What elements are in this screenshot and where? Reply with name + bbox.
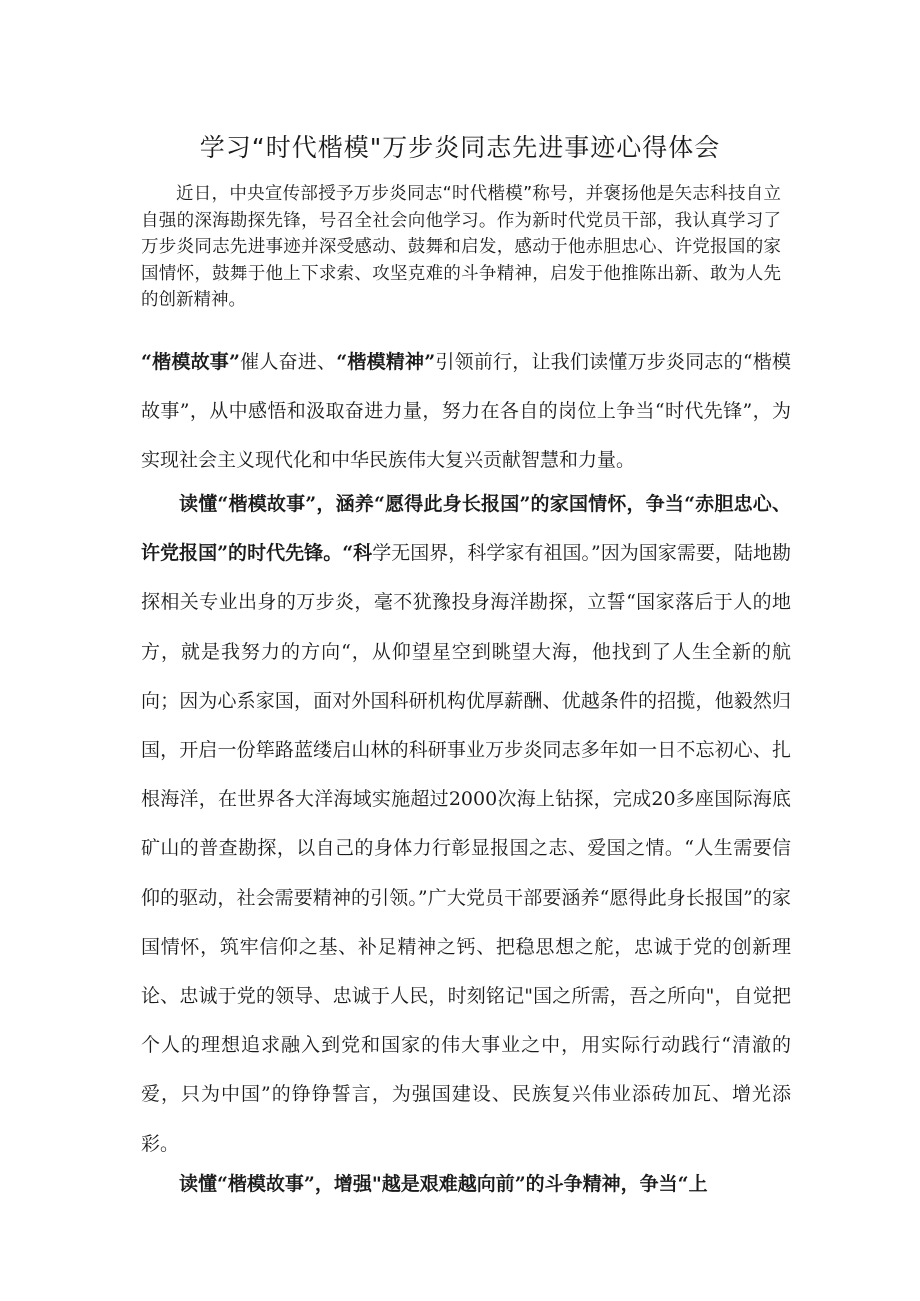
paragraph-2-text-1: 催人奋进、	[239, 351, 337, 373]
bold-phrase-1: “楷模故事”	[141, 351, 240, 373]
paragraph-3-text: 学无国界，科学家有祖国。”因为国家需要，陆地勘探相关专业出身的万步炎，毫不犹豫投身海洋勘探，立誓“国家落后于人的地方，就是我努力的方向“，从仰望星空到眺望大海，他找到了人生全新的航向；因为心系家国，面对外国科研机构优厚薪酬、优越条件的招揽，他毅然归国，开启一份筚路蓝缕启山林的科研事业万步炎同志多年如一日不忘初心、扎根海洋，在世界各大洋海域实施超过2000次海上钻探，完成20多座国际海底矿山的普查勘探，以自己的身体力行彰显报国之志、爱国之情。“人生需要信仰的驱动，社会需要精神的引领。”广大党员干部要涵养“愿得此身长报国”的家国情怀，筑牢信仰之基、补足精神之钙、把稳思想之舵，忠诚于党的创新理论、忠诚于党的领导、忠诚于人民，时刻铭记"国之所需，吾之所向"，自觉把个人的理想追求融入到党和国家的伟大事业之中，用实际行动践行“清澈的爱，只为中国”的铮铮誓言，为强国建设、民族复兴伟业添砖加瓦、增光添彩。	[141, 542, 791, 1155]
paragraph-3-heading: 读懂“楷模故事”，涵养“愿得此身长报国”的家国情怀，争当“赤胆忠心、许党报国”的时代先锋。“科	[141, 493, 791, 565]
paragraph-3	[141, 480, 791, 1169]
paragraph-4-heading: 读懂“楷模故事”，增强"越是艰难越向前”的斗争精神，争当“上	[179, 1173, 708, 1195]
bold-phrase-2: “楷模精神”	[336, 351, 436, 373]
document-title: 学习“时代楷模"万步炎同志先进事迹心得体会	[199, 133, 721, 162]
paragraph-2	[141, 338, 791, 485]
intro-paragraph: 近日，中央宣传部授予万步炎同志“时代楷模”称号，并褒扬他是矢志科技自立自强的深海勘探先锋，号召全社会向他学习。作为新时代党员干部，我认真学习了万步炎同志先进事迹并深受感动、鼓舞和启发，感动于他赤胆忠心、许党报国的家国情怀，鼓舞于他上下求索、攻坚克难的斗争精神，启发于他推陈出新、敢为人先的创新精神。	[141, 184, 781, 310]
paragraph-4	[141, 1160, 791, 1209]
paragraph-2-text-2: 引领前行，让我们读懂万步炎同志的“楷模故事”，从中感悟和汲取奋进力量，努力在各自的岗位上争当“时代先锋”，为实现社会主义现代化和中华民族伟大复兴贡献智慧和力量。	[141, 351, 791, 471]
